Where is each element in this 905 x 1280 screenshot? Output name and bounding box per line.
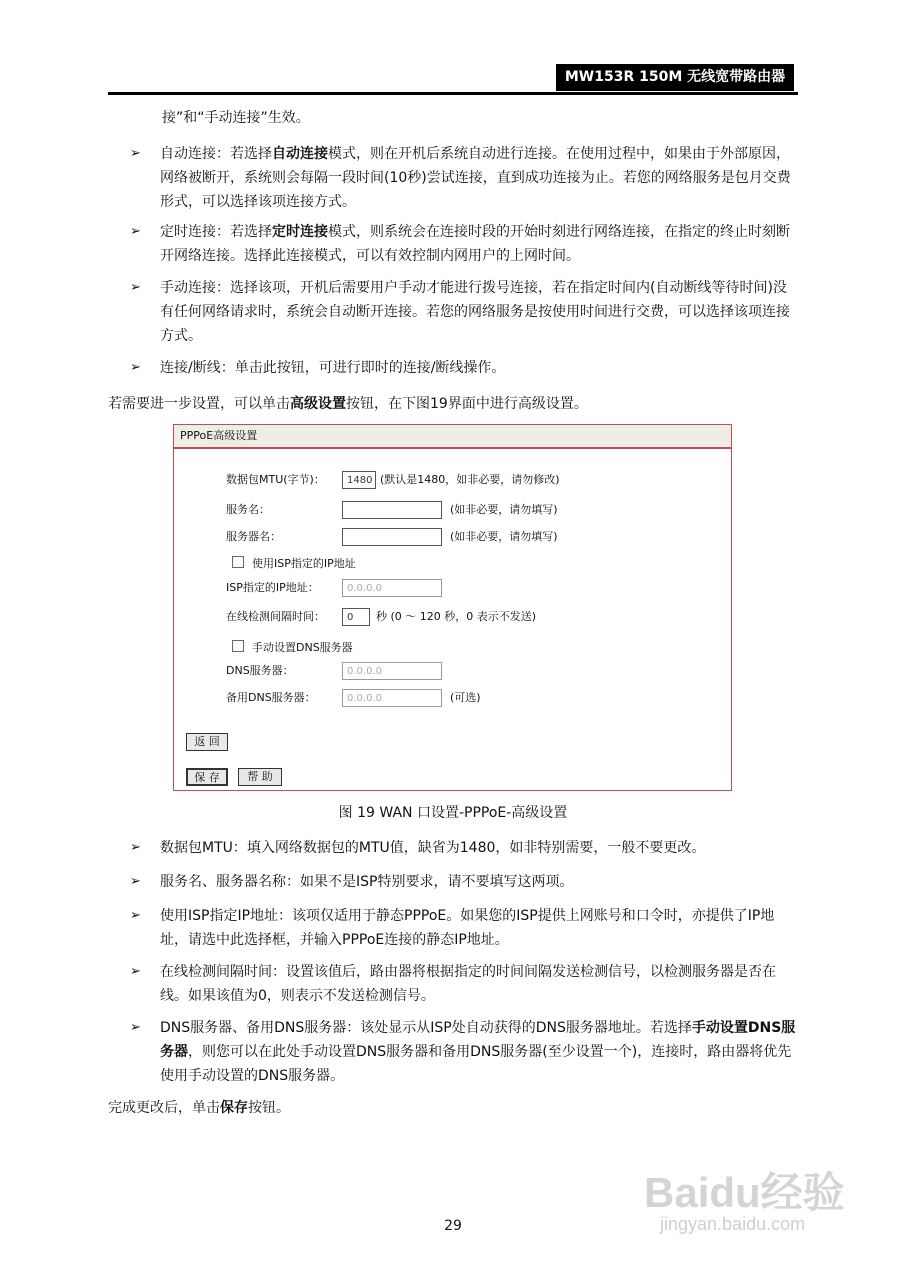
- server-name-input[interactable]: [342, 528, 442, 546]
- bullet-service-name: [130, 870, 800, 894]
- bullet-text: ，则您可以在此处手动设置DNS服务器和备用DNS服务器(至少设置一个)，连接时，路由器将优先使用手动设置的DNS服务器。: [160, 1044, 792, 1084]
- isp-ip-input[interactable]: 0.0.0.0: [342, 579, 442, 597]
- para-bold: 高级设置: [290, 396, 346, 412]
- arrow-icon: ➢: [130, 360, 141, 375]
- page-number: 29: [444, 1218, 462, 1234]
- mtu-input[interactable]: 1480: [342, 471, 376, 489]
- dns-input[interactable]: 0.0.0.0: [342, 662, 442, 680]
- isp-ip-checkbox-label: 使用ISP指定的IP地址: [252, 557, 356, 570]
- help-button[interactable]: 帮 助: [238, 768, 282, 786]
- bullet-dns: [130, 1016, 800, 1088]
- bullet-text: 模式，则系统会在连接时段的开始时刻进行网络连接，在指定的终止时刻断开网络连接。选择此连接模式，可以有效控制内网用户的上网时间。: [160, 224, 790, 264]
- back-button[interactable]: 返 回: [186, 733, 228, 751]
- watermark-logo: Baidu经验: [644, 1169, 845, 1216]
- bullet-text: 数据包MTU：填入网络数据包的MTU值，缺省为1480，如非特别需要，一般不要更改。: [160, 840, 706, 856]
- arrow-icon: ➢: [130, 908, 141, 923]
- arrow-icon: ➢: [130, 146, 141, 161]
- para-text: 完成更改后，单击: [108, 1100, 220, 1116]
- dns-label: DNS服务器：: [226, 664, 294, 677]
- panel-title: PPPoE高级设置: [174, 425, 731, 449]
- bullet-timed-connect: [130, 220, 800, 268]
- dns2-input[interactable]: 0.0.0.0: [342, 689, 442, 707]
- arrow-icon: ➢: [130, 1020, 141, 1035]
- bullet-bold: 手动设置DNS服务器: [160, 1020, 796, 1060]
- dns2-label: 备用DNS服务器：: [226, 691, 316, 704]
- bullet-text: 连接/断线：单击此按钮，可进行即时的连接/断线操作。: [160, 360, 506, 376]
- bullet-mtu: [130, 836, 800, 860]
- bullet-interval: [130, 960, 800, 1008]
- para-bold: 保存: [220, 1100, 248, 1116]
- save-button[interactable]: 保 存: [186, 768, 228, 786]
- arrow-icon: ➢: [130, 280, 141, 295]
- arrow-icon: ➢: [130, 964, 141, 979]
- bullet-text: 服务名、服务器名称：如果不是ISP特别要求，请不要填写这两项。: [160, 874, 574, 890]
- bullet-text: 在线检测间隔时间：设置该值后，路由器将根据指定的时间间隔发送检测信号，以检测服务器是否在线。如果该值为0，则表示不发送检测信号。: [160, 964, 776, 1004]
- bullet-bold: 定时连接: [272, 224, 328, 240]
- para-text: 按钮。: [248, 1100, 290, 1116]
- bullet-auto-connect: [130, 142, 800, 214]
- bullet-isp-ip: [130, 904, 800, 952]
- server-name-label: 服务器名：: [226, 530, 281, 543]
- isp-ip-checkbox[interactable]: [232, 556, 244, 568]
- bullet-text: DNS服务器、备用DNS服务器：该处显示从ISP处自动获得的DNS服务器地址。若选择: [160, 1020, 692, 1036]
- service-name-hint: (如非必要，请勿填写): [450, 503, 558, 516]
- dns-checkbox[interactable]: [232, 640, 244, 652]
- para-text: 按钮，在下图19界面中进行高级设置。: [346, 396, 588, 412]
- bullet-manual-connect: [130, 276, 800, 348]
- service-name-input[interactable]: [342, 501, 442, 519]
- arrow-icon: ➢: [130, 840, 141, 855]
- advanced-intro: [108, 392, 798, 416]
- arrow-icon: ➢: [130, 874, 141, 889]
- mtu-hint: (默认是1480，如非必要，请勿修改): [380, 473, 560, 486]
- para-text: 若需要进一步设置，可以单击: [108, 396, 290, 412]
- dns2-hint: (可选): [450, 691, 481, 704]
- isp-ip-label: ISP指定的IP地址：: [226, 581, 319, 594]
- bullet-text: 手动连接：选择该项，开机后需要用户手动才能进行拨号连接，若在指定时间内(自动断线等待时间)没有任何网络请求时，系统会自动断开连接。若您的网络服务是按使用时间进行交费，可以选择该项连接方式。: [160, 280, 790, 344]
- intro-tail: 接”和“手动连接”生效。: [162, 110, 310, 126]
- outro: [108, 1096, 798, 1120]
- bullet-text: 定时连接：若选择: [160, 224, 272, 240]
- pppoe-advanced-panel: [173, 424, 732, 791]
- bullet-text: 使用ISP指定IP地址：该项仅适用于静态PPPoE。如果您的ISP提供上网账号和口令时，亦提供了IP地址，请选中此选择框，并输入PPPoE连接的静态IP地址。: [160, 908, 775, 948]
- header-title: MW153R 150M 无线宽带路由器: [556, 64, 794, 91]
- bullet-text: 模式，则在开机后系统自动进行连接。在使用过程中，如果由于外部原因，网络被断开，系统则会每隔一段时间(10秒)尝试连接，直到成功连接为止。若您的网络服务是包月交费形式，可以选择该项连接方式。: [160, 146, 791, 210]
- arrow-icon: ➢: [130, 224, 141, 239]
- isp-ip-checkbox-row[interactable]: [232, 554, 356, 574]
- bullet-connect-disconnect: [130, 356, 800, 380]
- figure-caption: 图 19 WAN 口设置-PPPoE-高级设置: [338, 805, 568, 821]
- service-name-label: 服务名：: [226, 503, 270, 516]
- interval-input[interactable]: 0: [342, 608, 370, 626]
- bullet-text: 自动连接：若选择: [160, 146, 272, 162]
- watermark-url: jingyan.baidu.com: [660, 1214, 806, 1234]
- dns-checkbox-row[interactable]: [232, 638, 353, 658]
- bullet-bold: 自动连接: [272, 146, 328, 162]
- interval-label: 在线检测间隔时间：: [226, 610, 325, 623]
- header-rule: [108, 92, 798, 95]
- mtu-label: 数据包MTU(字节)：: [226, 473, 325, 486]
- dns-checkbox-label: 手动设置DNS服务器: [252, 641, 353, 654]
- interval-hint: 秒 (0 ～ 120 秒，0 表示不发送): [376, 610, 537, 623]
- server-name-hint: (如非必要，请勿填写): [450, 530, 558, 543]
